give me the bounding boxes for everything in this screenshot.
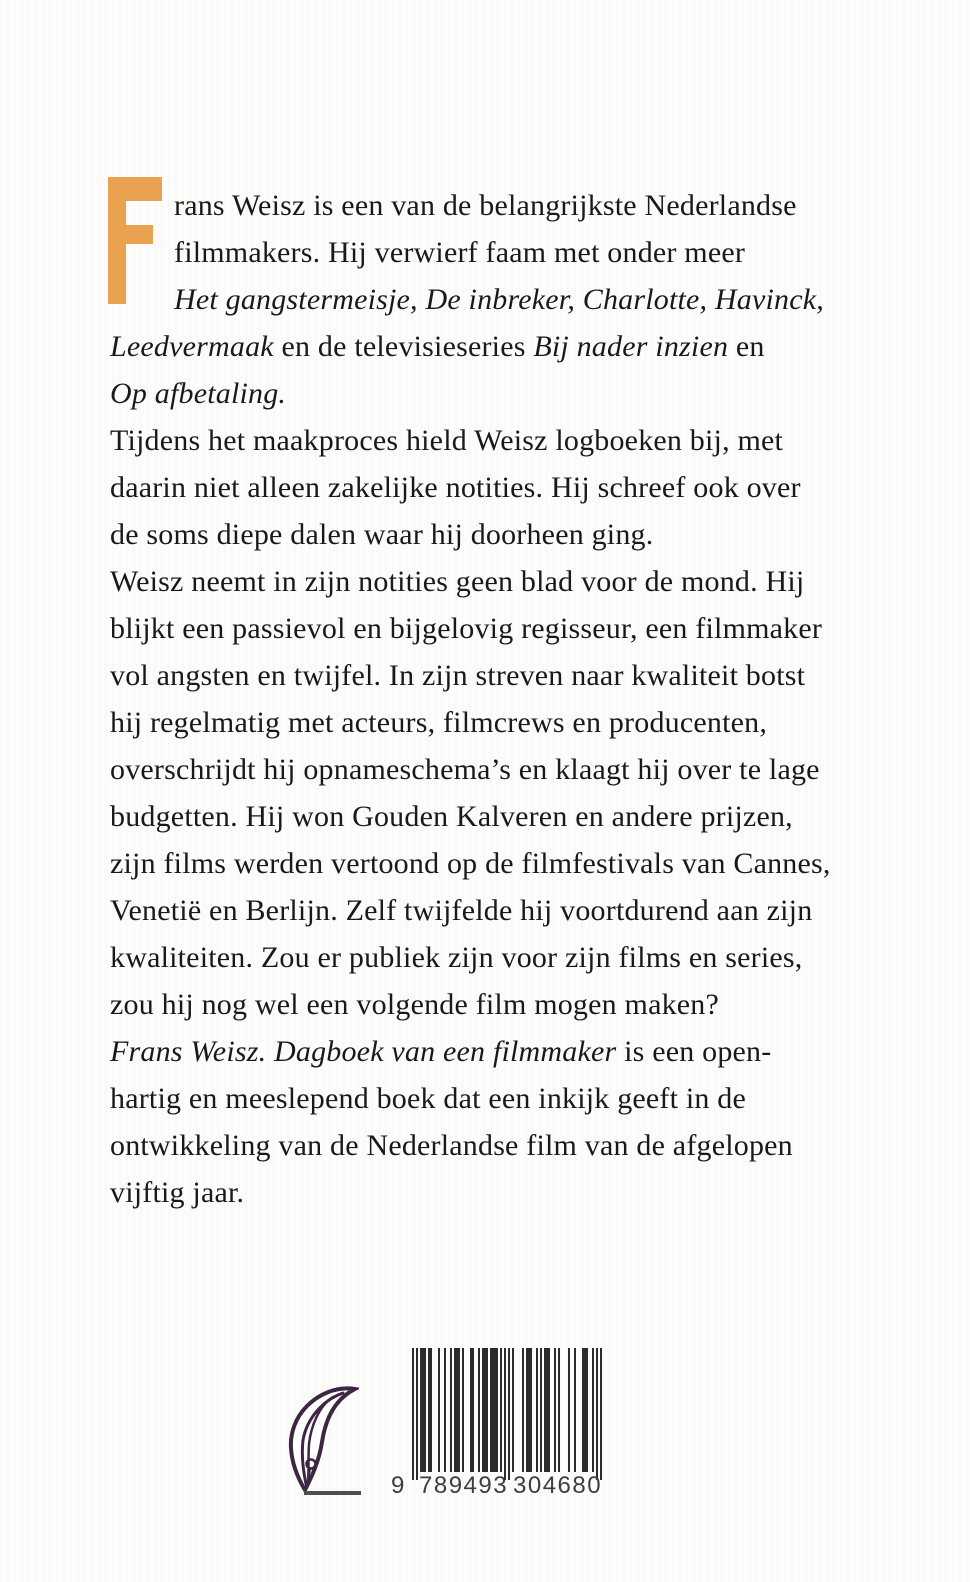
text-segment: hartig en meeslepend boek dat een inkijk geeft in de bbox=[110, 1082, 747, 1115]
barcode-bar bbox=[486, 1348, 488, 1472]
text-segment-italic: Frans Weisz. Dagboek van een filmmaker bbox=[110, 1035, 617, 1068]
barcode-bar bbox=[540, 1348, 542, 1472]
barcode-bar bbox=[496, 1348, 498, 1472]
text-segment-italic: Leedvermaak bbox=[110, 330, 274, 363]
barcode-digit-first: 9 bbox=[391, 1472, 405, 1499]
barcode-bar bbox=[508, 1348, 510, 1480]
text-segment: zou hij nog wel een volgende film mogen maken? bbox=[110, 988, 720, 1021]
text-segment: Weisz neemt in zijn notities geen blad voor de mond. Hij bbox=[110, 565, 805, 598]
text-line bbox=[110, 934, 900, 981]
text-segment: is een open- bbox=[616, 1035, 772, 1068]
text-line bbox=[110, 558, 900, 605]
barcode-bar bbox=[416, 1348, 418, 1480]
text-line bbox=[110, 370, 900, 417]
text-line bbox=[110, 464, 900, 511]
barcode-bar bbox=[548, 1348, 550, 1472]
barcode-bar bbox=[596, 1348, 598, 1480]
barcode-bar bbox=[600, 1348, 602, 1480]
text-segment: daarin niet alleen zakelijke notities. Hij schreef ook over bbox=[110, 471, 801, 504]
text-line bbox=[110, 511, 900, 558]
text-segment: en de televisieseries bbox=[273, 330, 534, 363]
text-line bbox=[110, 652, 900, 699]
barcode-bar bbox=[472, 1348, 474, 1472]
text-line bbox=[110, 1075, 900, 1122]
barcode-digits-right: 304680 bbox=[513, 1472, 603, 1499]
text-line bbox=[110, 1169, 900, 1216]
text-segment: kwaliteiten. Zou er publiek zijn voor zijn films en series, bbox=[110, 941, 803, 974]
text-segment: Tijdens het maakproces hield Weisz logboeken bij, met bbox=[110, 424, 784, 457]
text-segment-italic: Op afbetaling. bbox=[110, 377, 287, 410]
barcode-bar bbox=[536, 1348, 538, 1472]
barcode-bar bbox=[574, 1348, 576, 1472]
publisher-logo bbox=[279, 1384, 359, 1496]
barcode-bar bbox=[444, 1348, 446, 1472]
barcode-bar bbox=[592, 1348, 594, 1472]
text-segment: hij regelmatig met acteurs, filmcrews en producenten, bbox=[110, 706, 768, 739]
text-line bbox=[110, 182, 900, 229]
text-line bbox=[110, 981, 900, 1028]
text-line bbox=[110, 887, 900, 934]
barcode-bar bbox=[462, 1348, 464, 1472]
text-segment: Venetië en Berlijn. Zelf twijfelde hij voortdurend aan zijn bbox=[110, 894, 813, 927]
text-line bbox=[110, 323, 900, 370]
text-line bbox=[110, 605, 900, 652]
barcode-bar bbox=[558, 1348, 560, 1472]
text-line bbox=[110, 699, 900, 746]
text-line bbox=[110, 229, 900, 276]
barcode-bar bbox=[450, 1348, 452, 1472]
text-line bbox=[110, 417, 900, 464]
barcode-bar bbox=[586, 1348, 588, 1472]
text-segment: filmmakers. Hij verwierf faam met onder meer bbox=[174, 236, 746, 269]
barcode-bar bbox=[478, 1348, 480, 1472]
text-segment: de soms diepe dalen waar hij doorheen ging. bbox=[110, 518, 654, 551]
text-segment: zijn films werden vertoond op de filmfestivals van Cannes, bbox=[110, 847, 831, 880]
text-block bbox=[110, 182, 900, 1216]
barcode-bar bbox=[500, 1348, 502, 1472]
barcode-bar bbox=[458, 1348, 460, 1472]
barcode-bar bbox=[530, 1348, 532, 1472]
text-segment: en bbox=[728, 330, 765, 363]
barcode-bar bbox=[430, 1348, 432, 1472]
barcode-bar bbox=[522, 1348, 524, 1472]
text-segment: budgetten. Hij won Gouden Kalveren en andere prijzen, bbox=[110, 800, 793, 833]
barcode-bar bbox=[424, 1348, 426, 1472]
quill-icon bbox=[279, 1384, 359, 1496]
text-segment: rans Weisz is een van de belangrijkste Nederlandse bbox=[174, 189, 797, 222]
barcode-bar bbox=[568, 1348, 570, 1472]
text-segment-italic: Bij nader inzien bbox=[533, 330, 729, 363]
text-line bbox=[110, 793, 900, 840]
text-line bbox=[110, 1028, 900, 1075]
text-segment: overschrijdt hij opnameschema’s en klaagt hij over te lage bbox=[110, 753, 820, 786]
text-line bbox=[110, 746, 900, 793]
text-line bbox=[110, 840, 900, 887]
text-segment: vol angsten en twijfel. In zijn streven naar kwaliteit botst bbox=[110, 659, 806, 692]
barcode-bar bbox=[554, 1348, 556, 1472]
text-segment: blijkt een passievol en bijgelovig regisseur, een filmmaker bbox=[110, 612, 823, 645]
barcode-bar bbox=[438, 1348, 440, 1472]
text-line bbox=[110, 1122, 900, 1169]
barcode-bar bbox=[504, 1348, 506, 1480]
text-segment: ontwikkeling van de Nederlandse film van de afgelopen bbox=[110, 1129, 793, 1162]
barcode-digits-left: 789493 bbox=[419, 1472, 509, 1499]
barcode-bar bbox=[412, 1348, 414, 1480]
text-line bbox=[110, 276, 900, 323]
text-segment-italic: Het gangstermeisje, De inbreker, Charlotte, Havinck, bbox=[174, 283, 824, 316]
barcode-bar bbox=[512, 1348, 514, 1472]
logo-underline bbox=[304, 1491, 361, 1495]
isbn-barcode bbox=[391, 1348, 603, 1499]
text-segment: vijftig jaar. bbox=[110, 1176, 245, 1209]
